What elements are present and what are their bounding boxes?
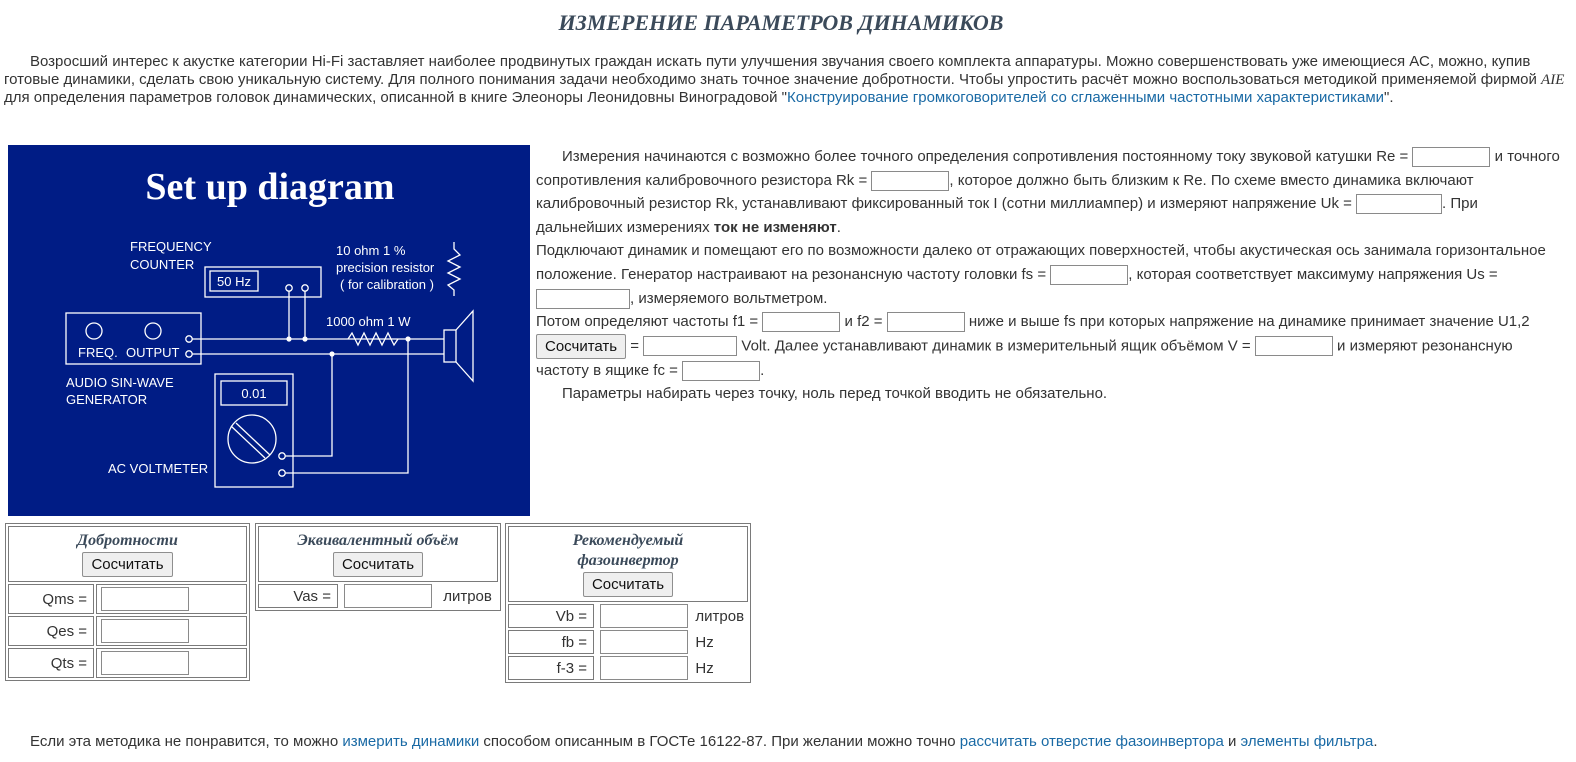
footer-text: способом описанным в ГОСТе 16122-87. При желании можно точно (479, 733, 960, 750)
f2-input[interactable] (887, 312, 965, 332)
generator-label: AUDIO SIN-WAVE (66, 375, 174, 390)
footer-text: . (1373, 733, 1378, 750)
series-resistor-label: 1000 ohm 1 W (326, 314, 411, 329)
voltmeter-label: AC VOLTMETER (108, 461, 209, 476)
f3-unit: Hz (695, 659, 714, 677)
instruction-text: = (630, 337, 640, 355)
v-input[interactable] (1255, 336, 1333, 356)
footer-paragraph (30, 733, 1378, 750)
table-row (8, 584, 247, 614)
bass-reflex-title: Рекомендуемый фазоинвертор (572, 532, 684, 569)
calibration-resistor-note: precision resistor (336, 260, 435, 275)
re-input[interactable] (1412, 147, 1490, 167)
book-link[interactable]: Конструирование громкоговорителей со сглаженными частотными характеристиками (786, 89, 1385, 106)
bass-reflex-table (505, 523, 751, 683)
speaker-icon (444, 330, 456, 362)
generator-label: GENERATOR (66, 392, 148, 407)
vas-header (258, 526, 498, 582)
vas-title: Эквивалентный объём (297, 532, 459, 549)
qts-label: Qts = (8, 648, 94, 678)
footer-text: Если эта методика не понравится, то можно (30, 733, 343, 750)
vb-label: Vb = (508, 604, 594, 628)
table-row (8, 616, 247, 646)
vas-unit: литров (443, 587, 492, 605)
f3-label: f-3 = (508, 656, 594, 680)
instruction-text: и f2 = (844, 313, 883, 331)
qms-output[interactable] (101, 587, 189, 611)
instruction-text: , измеряемого вольтметром. (630, 289, 828, 307)
rk-input[interactable] (871, 171, 949, 191)
q-factors-header (8, 526, 247, 582)
intro-paragraph (4, 53, 1566, 107)
instruction-text: Потом определяют частоты f1 = (536, 313, 759, 331)
qes-output[interactable] (101, 619, 189, 643)
counter-display: 50 Hz (217, 274, 251, 289)
calc-vas-button[interactable]: Сосчитать (333, 552, 423, 577)
intro-text: для определения параметров головок динамических, описанной в книге Элеоноры Леонидовны Виноградовой " (4, 89, 787, 106)
instruction-text: Volt. Далее устанавливают динамик в измерительный ящик объёмом V = (741, 337, 1251, 355)
u12-input[interactable] (643, 336, 737, 356)
f3-output[interactable] (600, 656, 688, 680)
table-row (508, 604, 748, 628)
setup-diagram-svg (8, 145, 530, 516)
table-row (258, 584, 498, 608)
generator-output-label: OUTPUT (126, 345, 180, 360)
instruction-text: Измерения начинаются с возможно более точного определения сопротивления постоянному току звуковой катушки Re = (562, 148, 1409, 165)
calc-q-button[interactable]: Сосчитать (82, 552, 172, 577)
fs-input[interactable] (1050, 265, 1128, 285)
page-title: ИЗМЕРЕНИЕ ПАРАМЕТРОВ ДИНАМИКОВ (558, 10, 1004, 35)
calibration-resistor-note: 10 ohm 1 % (336, 243, 406, 258)
instruction-text: и точного сопротивления калибровочного резистора Rk = (536, 148, 1560, 189)
f1-input[interactable] (762, 312, 840, 332)
diagram-title: Set up diagram (145, 166, 395, 208)
calc-bass-reflex-button[interactable]: Сосчитать (583, 572, 673, 597)
vb-unit: литров (695, 607, 745, 625)
measurement-instructions (536, 145, 1564, 406)
vas-label: Vas = (258, 584, 338, 608)
frequency-counter-label: COUNTER (130, 257, 195, 272)
table-row (8, 648, 247, 678)
qms-label: Qms = (8, 584, 94, 614)
q-factors-title: Добротности (77, 532, 178, 549)
intro-text: Возросший интерес к акустке категории Hi-Fi заставляет наиболее продвинутых граждан искать пути улучшения звучания своего комплекта аппаратуры. Можно совершенствовать уже имеющиеся АС, можно, купив готовые динамики, сделать свою уникальную систему. Для полного понимания задачи необходимо знать точное значение добротности. Чтобы упростить расчёт можно воспользоваться методикой применяемой фирмой (4, 53, 1542, 88)
frequency-counter-label: FREQUENCY (130, 239, 212, 254)
fb-label: fb = (508, 630, 594, 654)
fb-unit: Hz (695, 633, 714, 651)
aie-brand: AIE (1541, 72, 1565, 88)
instruction-emphasis: ток не изменяют (713, 218, 837, 236)
fc-input[interactable] (682, 361, 760, 381)
generator-freq-label: FREQ. (78, 345, 118, 360)
instruction-text: и измеряют резонансную частоту в ящике fc = (536, 337, 1513, 379)
setup-diagram (8, 145, 530, 516)
footer-text: и (1223, 733, 1241, 750)
measure-speakers-link[interactable]: измерить динамики (342, 733, 480, 750)
bass-reflex-header (508, 526, 748, 602)
instruction-text: Параметры набирать через точку, ноль перед точкой вводить не обязательно. (562, 385, 1108, 403)
table-row (508, 656, 748, 680)
qes-label: Qes = (8, 616, 94, 646)
port-calc-link[interactable]: рассчитать отверстие фазоинвертора (959, 733, 1224, 750)
calibration-resistor-note: ( for calibration ) (340, 277, 434, 292)
vb-output[interactable] (600, 604, 688, 628)
intro-text: ". (1384, 89, 1394, 106)
uk-input[interactable] (1356, 194, 1442, 214)
filter-elements-link[interactable]: элементы фильтра (1240, 733, 1374, 750)
instruction-text: Подключают динамик и помещают его по возможности далеко от отражающих поверхностей, чтобы акустическая ось занимала горизонтальное положение. Генератор настраивают на резонансную частоту головки fs = (536, 242, 1546, 283)
instruction-text: . (836, 218, 841, 236)
voltmeter-display: 0.01 (241, 386, 267, 401)
table-row (508, 630, 748, 654)
vas-output[interactable] (344, 584, 432, 608)
instruction-text: , которая соответствует максимуму напряжения Us = (1128, 265, 1498, 283)
calc-u12-button[interactable]: Сосчитать (536, 334, 626, 359)
instruction-text: , которое должно быть близким к Re. По схеме вместо динамика включают калибровочный резистор Rk, устанавливают фиксированный ток I (сотни миллиампер) и измеряют напряжение Uk = (536, 171, 1474, 213)
fb-output[interactable] (600, 630, 688, 654)
q-factors-table (5, 523, 250, 681)
vas-table (255, 523, 501, 611)
qts-output[interactable] (101, 651, 189, 675)
us-input[interactable] (536, 289, 630, 309)
instruction-text: . (760, 361, 765, 379)
instruction-text: ниже и выше fs при которых напряжение на динамике принимает значение U1,2 (968, 313, 1530, 331)
instruction-text: . При дальнейших измерениях (536, 195, 1478, 236)
